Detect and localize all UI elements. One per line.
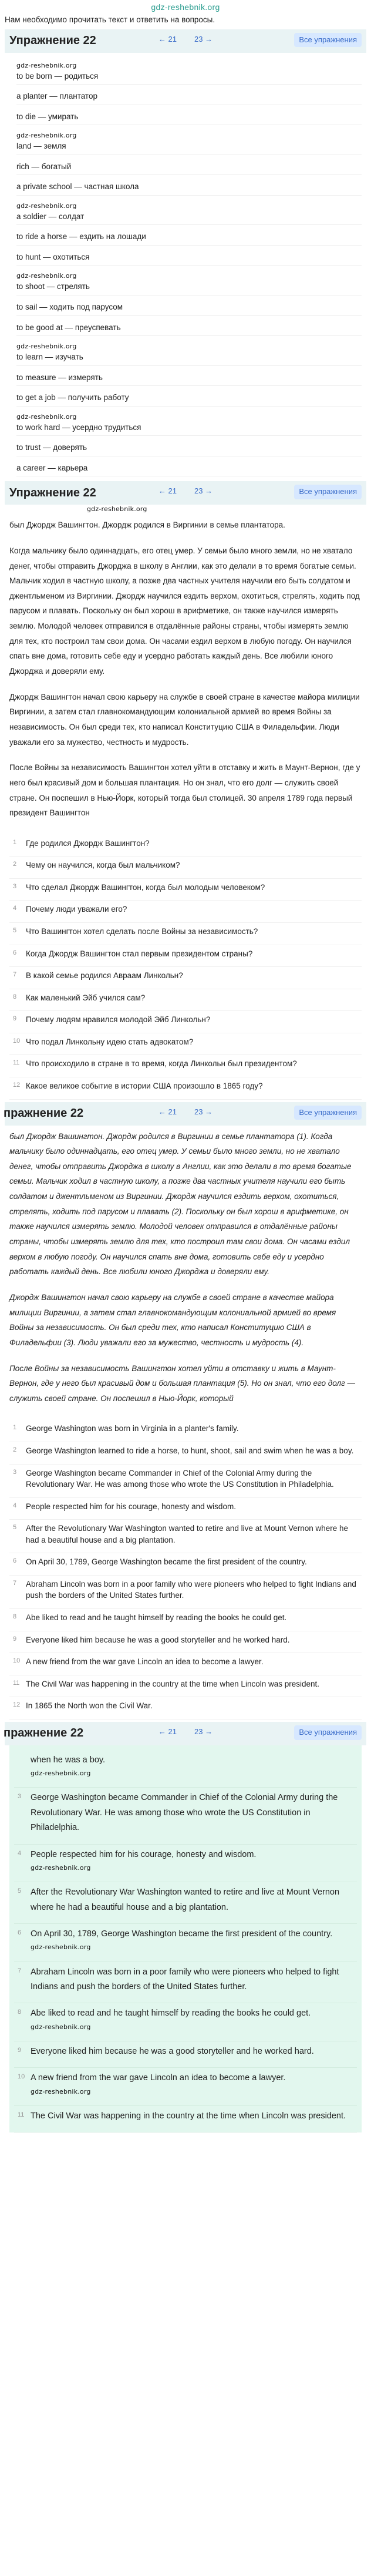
answer-text: Abraham Lincoln was born in a poor family who were pioneers who helped to fight Indians and push the borders of the United States further. <box>26 1579 356 1600</box>
answer-text: The Civil War was happening in the country at the time when Lincoln was president. <box>31 2111 346 2121</box>
answer-text: On April 30, 1789, George Washington became the first president of the country. <box>26 1557 307 1567</box>
vocab-text: to die — умирать <box>16 112 79 121</box>
answer-text: People respected him for his courage, honesty and wisdom. <box>31 1849 257 1859</box>
question-number: 4 <box>13 905 17 912</box>
exercise-title: Упражнение 22 <box>9 486 96 499</box>
answer-number: 1 <box>13 1424 17 1432</box>
answer-text: Everyone liked him because he was a good storyteller and he worked hard. <box>31 2046 314 2056</box>
answer-item <box>9 1442 362 1465</box>
prev-exercise-link[interactable]: ← 21 <box>158 34 177 43</box>
all-exercises-button[interactable]: Все упражнения <box>294 485 362 499</box>
story-paragraph: Когда мальчику было одиннадцать, его отец умер. У семьи было много земли, но не хватало денег, чтобы отправить Джорджа в школу в Англии, как это делали в то время богатые семьи. Мальчик ходил в частную школу, а позже два частных учителя научили его быть солдатом и джентльменом из Виргинии. Джордж научился ездить верхом, охотиться, стрелять, ходить под парусом и плавать. Поскольку он был хорош в арифметике, он также научился измерять землю. Молодой человек отправился в отдалённые районы страны, чтобы измерять землю для тех, кто построил там свои дома. Он часами ездил верхом в любую погоду. Он научился спать вне дома, готовить себе еду и усердно работать каждый день. Все любили юного Джорджа и доверяли ему. <box>9 546 360 676</box>
answer-box <box>9 1745 362 2133</box>
prev-exercise-link[interactable]: ← 21 <box>158 486 177 496</box>
answer-item <box>9 1553 362 1576</box>
exercise-pager <box>127 33 244 46</box>
answer-number: 9 <box>18 2046 22 2054</box>
answer-item <box>14 2106 357 2132</box>
vocab-item <box>16 225 362 246</box>
answer-text: In 1865 the North won the Civil War. <box>26 1701 153 1711</box>
question-number: 5 <box>13 927 17 935</box>
question-number: 7 <box>13 971 17 979</box>
vocab-text: a career — карьера <box>16 463 88 472</box>
answer-number: 11 <box>18 2111 25 2118</box>
exercise-header <box>5 481 366 505</box>
answer-text: On April 30, 1789, George Washington became the first president of the country. <box>31 1929 333 1939</box>
vocab-item <box>16 407 362 436</box>
answer-item <box>9 1609 362 1631</box>
vocab-item <box>16 125 362 155</box>
exercise-pager <box>127 485 244 498</box>
vocab-item <box>16 175 362 196</box>
answer-text: Abe liked to read and he taught himself by reading the books he could get. <box>31 2009 311 2019</box>
answer-item <box>9 1520 362 1553</box>
answer-item <box>9 1675 362 1698</box>
answer-item <box>9 1465 362 1498</box>
question-text: Где родился Джордж Вашингтон? <box>26 838 150 848</box>
answer-text: George Washington was born in Virginia in a planter's family. <box>26 1424 239 1433</box>
exercise-section-translation <box>0 481 371 1101</box>
question-item <box>9 1033 362 1056</box>
vocab-text: rich — богатый <box>16 162 72 171</box>
watermark: gdz-reshebnik.org <box>16 342 77 351</box>
vocab-item <box>16 295 362 316</box>
vocab-text: to ride a horse — ездить на лошади <box>16 232 146 241</box>
watermark: gdz-reshebnik.org <box>16 412 77 421</box>
answer-item <box>14 1845 357 1883</box>
vocab-item <box>16 155 362 176</box>
question-text: Что Вашингтон хотел сделать после Войны за независимость? <box>26 927 258 936</box>
question-text: Что подал Линкольну идею стать адвокатом? <box>26 1037 194 1046</box>
prev-exercise-link[interactable]: ← 21 <box>158 1107 177 1116</box>
answer-text: After the Revolutionary War Washington wanted to retire and live at Mount Vernon where he had a beautiful house and a big plantation. <box>31 1888 340 1912</box>
next-exercise-link[interactable]: 23 → <box>194 1107 213 1116</box>
answer-text: Abe liked to read and he taught himself by reading the books he could get. <box>26 1613 287 1623</box>
exercise-title: пражнение 22 <box>4 1107 84 1120</box>
answer-number: 6 <box>13 1557 17 1565</box>
watermark: gdz-reshebnik.org <box>16 201 77 210</box>
vocab-text: land — земля <box>16 142 66 151</box>
exercise-pager <box>127 1725 244 1739</box>
watermark: gdz-reshebnik.org <box>87 505 147 513</box>
vocab-item <box>16 105 362 126</box>
question-item <box>9 1077 362 1100</box>
answer-text: Everyone liked him because he was a good storyteller and he worked hard. <box>26 1635 290 1644</box>
vocab-text: to work hard — усердно трудиться <box>16 422 141 432</box>
answer-number: 5 <box>18 1888 22 1895</box>
site-header <box>0 0 371 13</box>
vocab-text: a private school — частная школа <box>16 182 139 192</box>
question-item <box>9 1055 362 1077</box>
vocab-text: to get a job — получить работу <box>16 393 129 402</box>
question-item <box>9 1011 362 1033</box>
vocab-text: to be good at — преуспевать <box>16 323 121 332</box>
answer-text: George Washington became Commander in Chief of the Colonial Army during the Revolutionary War. He was among those who wrote the US Constitution in Philadelphia. <box>31 1793 338 1833</box>
intro-text <box>0 13 371 29</box>
answer-number: 7 <box>13 1579 17 1587</box>
vocab-item <box>16 366 362 387</box>
question-item <box>9 901 362 923</box>
answer-text: The Civil War was happening in the country at the time when Lincoln was president. <box>26 1679 320 1688</box>
answer-number: 9 <box>13 1635 17 1643</box>
question-item <box>9 967 362 989</box>
answer-number: 3 <box>13 1468 17 1476</box>
watermark: gdz-reshebnik.org <box>31 1943 91 1952</box>
answer-number: 4 <box>18 1849 22 1857</box>
site-logo[interactable]: gdz-reshebnik.org <box>151 2 220 12</box>
story-paragraph: был Джордж Вашингтон. Джордж родился в Виргинии в семье плантатора (1). Когда мальчику было одиннадцать, его отец умер. У семьи было много земли, но не хватало денег, чтобы отправить Джорджа в школу в Англии, как это делали в то время богатые семьи. Мальчик ходил в частную школу, а позже два частных учителя научили его быть солдатом и джентльменом из Виргинии. Джордж научился ездить верхом, охотиться, стрелять, ходить под парусом и плавать (2). Поскольку он был хорош в арифметике, он также научился измерять землю. Молодой человек отправился в отдалённые районы страны, чтобы измерять землю для тех, кто построил там свои дома. Он часами ездил верхом в любую погоду. Он научился спать вне дома, готовить себе еду и усердно работать каждый день. Все любили юного Джорджа и доверяли ему. <box>9 1131 352 1277</box>
story-paragraph: Джордж Вашингтон начал свою карьеру на службе в своей стране в качестве майора милиции Виргинии, а затем стал главнокомандующим колониальной армией во время Войны за независимость. Он был среди тех, кто написал Конституцию США в Филадельфии (3). Люди уважали его за мужество, честность и мудрость (4). <box>9 1292 336 1347</box>
watermark: gdz-reshebnik.org <box>31 2087 91 2095</box>
next-exercise-link[interactable]: 23 → <box>194 1727 213 1736</box>
prev-exercise-link[interactable]: ← 21 <box>158 1727 177 1736</box>
vocab-text: a soldier — солдат <box>16 211 85 221</box>
question-number: 12 <box>13 1081 21 1089</box>
highlighted-text <box>5 1126 366 1420</box>
watermark: gdz-reshebnik.org <box>16 272 77 280</box>
answer-text: George Washington became Commander in Chief of the Colonial Army during the Revolutionary War. He was among those who wrote the US Constitution in Philadelphia. <box>26 1468 334 1489</box>
question-item <box>9 989 362 1012</box>
watermark: gdz-reshebnik.org <box>31 1769 91 1778</box>
question-list <box>5 835 366 1102</box>
answer-item <box>14 2003 357 2041</box>
vocab-item <box>16 436 362 456</box>
answer-item <box>9 1653 362 1675</box>
story-paragraph: После Войны за независимость Вашингтон хотел уйти в отставку и жить в Маунт-Вернон, где у него был красивый дом и большая плантация (5). Но он знал, что его долг — служить своей стране. Он поспешил в Нью-Йорк, который <box>9 1363 355 1403</box>
answer-item <box>14 1962 357 2004</box>
next-exercise-link[interactable]: 23 → <box>194 34 213 43</box>
vocab-text: to hunt — охотиться <box>16 252 90 261</box>
story-paragraph: Джордж Вашингтон начал свою карьеру на службе в своей стране в качестве майора милиции Виргинии, а затем стал главнокомандующим колониальной армией во время Войны за независимость. Он был среди тех, кто написал Конституцию США в Филадельфии. Люди уважали его за мужество, честность и мудрость. <box>9 692 360 747</box>
vocab-item <box>16 55 362 85</box>
question-text: Что происходило в стране в то время, когда Линкольн был президентом? <box>26 1059 297 1069</box>
all-exercises-button[interactable]: Все упражнения <box>294 1106 362 1120</box>
vocab-item <box>16 196 362 226</box>
answer-number: 4 <box>13 1502 17 1509</box>
vocab-text: to shoot — стрелять <box>16 282 90 291</box>
answer-number: 12 <box>13 1701 21 1709</box>
question-number: 8 <box>13 993 17 1000</box>
vocab-text: to learn — изучать <box>16 352 83 361</box>
vocab-text: to trust — доверять <box>16 443 87 452</box>
answer-text: Abraham Lincoln was born in a poor family who were pioneers who helped to fight Indians and push the borders of the United States further. <box>31 1967 339 1991</box>
exercise-pager <box>127 1106 244 1119</box>
answer-item <box>9 1697 362 1719</box>
question-number: 9 <box>13 1015 17 1023</box>
question-text: Когда Джордж Вашингтон стал первым президентом страны? <box>26 949 253 958</box>
vocab-item <box>16 386 362 407</box>
answer-number: 8 <box>18 2009 22 2016</box>
exercise-header <box>5 1722 366 1745</box>
vocab-item <box>16 266 362 295</box>
answer-list <box>5 1420 366 1721</box>
answer-item <box>14 1750 357 1788</box>
question-text: Почему люди уважали его? <box>26 905 127 914</box>
answer-item <box>9 1576 362 1609</box>
question-item <box>9 945 362 968</box>
vocab-item <box>16 456 362 477</box>
answer-text: After the Revolutionary War Washington wanted to retire and live at Mount Vernon where he had a beautiful house and a big plantation. <box>26 1524 349 1544</box>
intro-sentence: Нам необходимо прочитать текст и ответить на вопросы. <box>5 15 215 24</box>
story-paragraph: После Войны за независимость Вашингтон хотел уйти в отставку и жить в Маунт-Вернон, где у него был красивый дом и большая плантация. Но он знал, что его долг — служить своей стране. Он поспешил в Нью-Йорк, который тогда был столицей. 30 апреля 1789 года первый президент Вашингтон <box>9 763 360 818</box>
answer-item <box>14 2068 357 2106</box>
question-text: Чему он научился, когда был мальчиком? <box>26 861 180 870</box>
exercise-section-answers <box>0 1102 371 1722</box>
question-text: Почему людям нравился молодой Эйб Линкольн? <box>26 1015 211 1025</box>
vocab-text: a planter — плантатор <box>16 92 97 101</box>
question-number: 3 <box>13 882 17 890</box>
question-text: Что сделал Джордж Вашингтон, когда был молодым человеком? <box>26 882 265 892</box>
question-text: Какое великое событие в истории США произошло в 1865 году? <box>26 1081 263 1090</box>
exercise-header <box>5 29 366 53</box>
answer-number: 10 <box>13 1657 21 1665</box>
answer-number: 5 <box>13 1524 17 1532</box>
question-number: 6 <box>13 949 17 956</box>
answer-number: 6 <box>18 1929 22 1936</box>
answer-item <box>14 1882 357 1924</box>
question-item <box>9 923 362 945</box>
answer-number: 2 <box>13 1446 17 1453</box>
watermark: gdz-reshebnik.org <box>16 61 77 69</box>
translation-text <box>5 514 366 835</box>
answer-item <box>9 1420 362 1442</box>
exercise-section-answers-zoom <box>0 1722 371 2133</box>
question-item <box>9 857 362 879</box>
answer-text: when he was a boy. <box>31 1755 106 1765</box>
question-number: 2 <box>13 861 17 868</box>
exercise-header <box>5 1102 366 1126</box>
answer-item <box>9 1631 362 1654</box>
question-number: 1 <box>13 838 17 846</box>
vocab-text: to measure — измерять <box>16 372 103 382</box>
answer-item <box>14 1788 357 1844</box>
story-paragraph: был Джордж Вашингтон. Джордж родился в Виргинии в семье плантатора. <box>9 520 285 530</box>
vocab-item <box>16 316 362 337</box>
answer-item <box>9 1498 362 1520</box>
question-text: Как маленький Эйб учился сам? <box>26 993 146 1002</box>
exercise-title: пражнение 22 <box>4 1727 84 1740</box>
vocab-list <box>5 53 366 482</box>
answer-item <box>14 1924 357 1962</box>
question-item <box>9 879 362 901</box>
answer-number: 7 <box>18 1967 22 1974</box>
vocab-item <box>16 85 362 105</box>
answer-text: A new friend from the war gave Lincoln an idea to become a lawyer. <box>26 1657 264 1667</box>
question-number: 11 <box>13 1059 20 1067</box>
answer-number: 10 <box>18 2073 25 2081</box>
question-text: В какой семье родился Авраам Линкольн? <box>26 971 183 980</box>
exercise-section-vocab <box>0 29 371 482</box>
exercise-title: Упражнение 22 <box>9 34 96 48</box>
vocab-text: to sail — ходить под парусом <box>16 302 123 311</box>
answer-number: 8 <box>13 1613 17 1621</box>
answer-text: George Washington learned to ride a horse, to hunt, shoot, sail and swim when he was a boy. <box>26 1446 354 1455</box>
all-exercises-button[interactable]: Все упражнения <box>294 33 362 48</box>
answer-item <box>14 2041 357 2068</box>
answer-number: 3 <box>18 1793 22 1801</box>
watermark: gdz-reshebnik.org <box>16 132 77 140</box>
all-exercises-button[interactable]: Все упражнения <box>294 1725 362 1740</box>
next-exercise-link[interactable]: 23 → <box>194 486 213 496</box>
watermark: gdz-reshebnik.org <box>31 2023 91 2031</box>
question-item <box>9 835 362 857</box>
answer-number: 11 <box>13 1679 20 1687</box>
vocab-item <box>16 336 362 366</box>
question-number: 10 <box>13 1037 21 1044</box>
vocab-item <box>16 246 362 266</box>
answer-text: A new friend from the war gave Lincoln an idea to become a lawyer. <box>31 2073 286 2083</box>
watermark: gdz-reshebnik.org <box>31 1863 91 1872</box>
vocab-text: to be born — родиться <box>16 71 99 80</box>
answer-text: People respected him for his courage, honesty and wisdom. <box>26 1502 236 1511</box>
